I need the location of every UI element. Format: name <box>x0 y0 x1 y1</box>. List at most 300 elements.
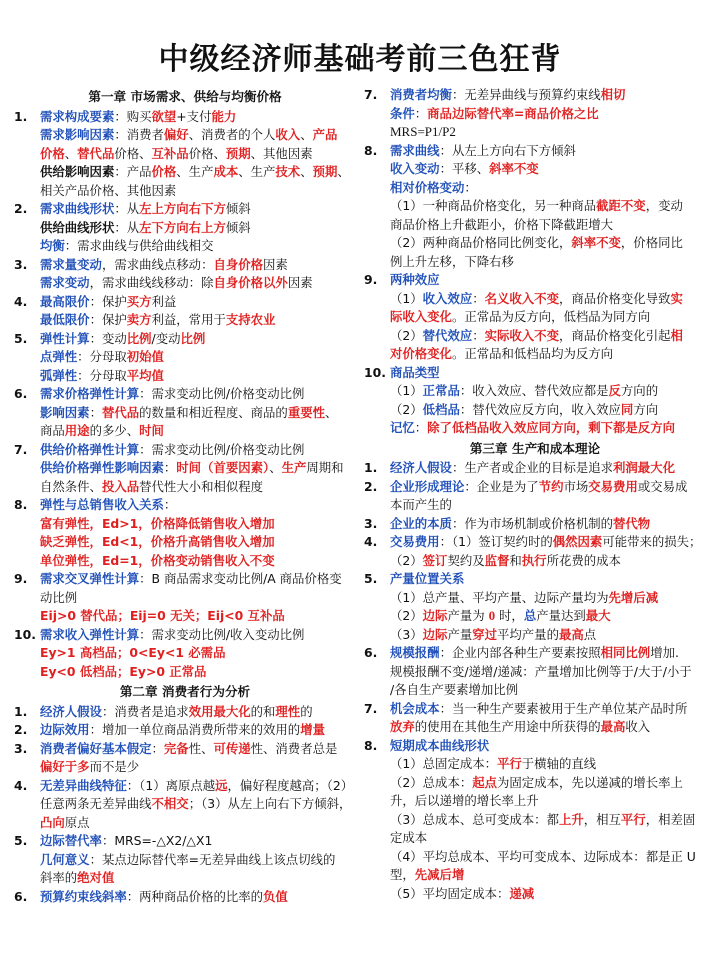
plain-text: 升，后以递增的增长率上升 <box>390 793 539 808</box>
red-highlight: 穿过 <box>472 626 498 642</box>
text-line <box>40 163 356 182</box>
plain-text: 的和 <box>250 703 276 719</box>
plain-text: /各自生产要素增加比例 <box>390 682 519 697</box>
text-line <box>40 570 356 589</box>
item-body <box>390 700 706 737</box>
blue-term: 低档品 <box>422 401 460 417</box>
red-highlight: 最高 <box>558 626 584 642</box>
plain-text: ，需求曲线点移动： <box>101 256 214 272</box>
text-line <box>390 308 706 327</box>
list-item <box>14 740 356 777</box>
blue-term: 影响因素 <box>40 404 90 420</box>
text-line <box>40 219 356 238</box>
red-highlight: 卖方 <box>126 312 152 327</box>
blue-term: 无差异曲线特征 <box>40 777 127 793</box>
plain-text: 所花费的成本 <box>546 552 621 568</box>
item-body <box>40 200 356 256</box>
red-highlight: 斜率不变 <box>571 235 621 250</box>
plain-text: 、 <box>324 404 338 420</box>
text-line <box>390 419 706 438</box>
red-highlight: 比例 <box>180 330 206 346</box>
list-item <box>364 271 706 364</box>
item-number: 10. <box>364 364 386 380</box>
red-highlight: 监督 <box>484 552 510 568</box>
blue-term: 需求价格弹性计算 <box>40 386 140 401</box>
plain-text: 因素 <box>263 256 288 272</box>
plain-text: 。正常品和低档品均为反方向 <box>451 346 614 361</box>
blue-term: 经济人假设 <box>40 703 102 719</box>
list-item <box>14 626 356 682</box>
plain-text: 斜率的 <box>40 870 78 885</box>
blue-term: 需求构成要素 <box>40 108 115 124</box>
list-item <box>14 200 356 256</box>
text-line <box>40 108 356 127</box>
plain-text: ：消费者是追求 <box>101 703 189 719</box>
red-highlight: 比例 <box>126 330 152 346</box>
plain-text: （2） <box>390 327 423 343</box>
plain-text: （1） <box>390 383 423 398</box>
item-body <box>40 496 356 570</box>
text-line <box>390 364 706 383</box>
list-item <box>364 364 706 438</box>
red-highlight: 商品边际替代率=商品价格之比 <box>427 105 599 121</box>
blue-term: 供给价格弹性计算 <box>40 441 140 457</box>
text-line <box>40 832 356 851</box>
plain-text: 价格、 <box>188 145 226 161</box>
text-line <box>390 552 706 571</box>
item-number: 3. <box>14 256 28 272</box>
red-highlight: 单位弹性，Ed=1，价格变动销售收入不变 <box>40 552 275 568</box>
text-line <box>390 718 706 737</box>
item-number: 6. <box>14 888 28 904</box>
plain-text: 点 <box>583 626 597 642</box>
red-highlight: Ey>1 高档品；0<Ey<1 必需品 <box>40 645 226 660</box>
text-line <box>40 814 356 833</box>
text-line <box>390 459 706 478</box>
chapter-heading: 第二章 消费者行为分析 <box>119 684 251 699</box>
list-item <box>14 888 356 907</box>
red-highlight: 相同比例 <box>600 645 651 660</box>
item-number: 3. <box>14 740 28 756</box>
item-number: 5. <box>14 330 28 346</box>
red-highlight: 斜率不变 <box>489 161 539 176</box>
plain-text: ，需求曲线线移动：除 <box>89 275 214 290</box>
item-number: 5. <box>14 833 28 848</box>
text-line <box>40 404 356 423</box>
red-highlight: 用途 <box>64 423 90 438</box>
plain-text: 价格、 <box>114 145 152 161</box>
blue-term: 企业的本质 <box>390 515 452 531</box>
red-highlight: 投入品 <box>101 478 140 494</box>
plain-text: ，变动 <box>645 198 683 213</box>
red-highlight: 替代品 <box>101 404 140 420</box>
plain-text: 时， <box>495 608 524 623</box>
text-line <box>40 293 356 312</box>
plain-text: （2） <box>390 401 423 417</box>
plain-text: ：企业内部各种生产要素按照 <box>439 645 601 660</box>
red-highlight: 买方 <box>126 293 152 309</box>
text-line <box>390 496 706 515</box>
blue-term: 收入变动 <box>390 161 440 176</box>
red-highlight: 能力 <box>211 108 237 124</box>
plain-text: ：需求变动比例/价格变动比例 <box>139 386 305 401</box>
blue-term: 条件 <box>390 105 415 121</box>
plain-text: 或交易成 <box>637 478 688 494</box>
plain-text: （2） <box>390 552 423 568</box>
list-item <box>364 737 706 904</box>
plain-text: ，偏好程度越高；（2） <box>227 777 354 793</box>
red-highlight: 时间（首要因素） <box>176 460 270 475</box>
plain-text: 商品 <box>40 423 65 438</box>
blue-term: 经济人假设 <box>390 460 452 475</box>
item-body <box>40 108 356 201</box>
red-highlight: 签订 <box>422 552 448 568</box>
plain-text: ：生产者或企业的目标是追求 <box>451 460 614 475</box>
blue-term: 需求影响因素 <box>40 127 115 142</box>
plain-text: ，价格同比 <box>620 235 683 250</box>
plain-text: 而不是少 <box>89 759 140 774</box>
plain-text: （1）总固定成本： <box>390 756 498 771</box>
plain-text: ，相互 <box>583 811 621 827</box>
red-highlight: Eij>0 替代品；Eij=0 无关；Eij<0 互补品 <box>40 608 285 623</box>
plain-text: ：需求变动比例/收入变动比例 <box>139 626 305 642</box>
text-line <box>40 552 356 571</box>
red-highlight: 相 <box>670 327 683 343</box>
text-line <box>40 274 356 293</box>
text-line <box>390 216 706 235</box>
blue-term: 替代效应 <box>422 327 473 343</box>
item-body <box>40 888 356 907</box>
red-highlight: 递减 <box>509 885 535 901</box>
plain-text: ；（3）从左上向右下方倾斜， <box>188 796 352 811</box>
red-highlight: 最高 <box>600 719 626 734</box>
text-line <box>40 311 356 330</box>
red-highlight: 平行 <box>620 811 646 827</box>
text-line <box>40 459 356 478</box>
plain-text: 原点 <box>64 814 90 830</box>
item-number: 1. <box>364 460 378 475</box>
red-highlight: 成本 <box>213 164 239 179</box>
plain-text: ，相差固 <box>645 811 696 827</box>
plain-text: 方向 <box>633 401 659 417</box>
plain-text: 为固定成本，先以递减的增长率上 <box>497 774 683 790</box>
red-highlight: 先减后增 <box>414 867 465 882</box>
red-highlight: 互补品 <box>151 145 189 161</box>
plain-text: ：购买 <box>114 108 152 124</box>
list-item <box>364 700 706 737</box>
red-highlight: 理性 <box>275 703 301 719</box>
blue-term: 弹性与总销售收入关系 <box>40 497 164 512</box>
item-body <box>40 441 356 497</box>
list-item <box>14 721 356 740</box>
plain-text: /变动 <box>151 330 181 346</box>
list-item <box>14 293 356 330</box>
item-number: 4. <box>14 293 28 309</box>
plain-text: ： <box>151 740 164 756</box>
red-highlight: 支持农业 <box>225 312 276 327</box>
plain-text: 、生产 <box>238 164 276 179</box>
item-body <box>40 721 356 740</box>
item-body <box>40 385 356 441</box>
red-highlight: 边际 <box>422 626 448 642</box>
plain-text: （3）总成本、总可变成本：都 <box>390 811 559 827</box>
text-line <box>390 86 706 105</box>
plain-text: （2）两种商品价格同比例变化， <box>390 235 572 250</box>
plain-text: ： <box>472 290 485 306</box>
red-highlight: 交易费用 <box>588 478 638 494</box>
list-item <box>14 832 356 888</box>
plain-text: ：替代效应反方向，收入效应 <box>459 401 621 417</box>
item-body <box>40 570 356 626</box>
text-line <box>390 253 706 272</box>
plain-text: （1） <box>390 290 423 306</box>
plain-text: 型， <box>390 867 415 882</box>
blue-term: 记忆 <box>390 420 415 435</box>
red-highlight: 偏好 <box>163 127 189 142</box>
red-highlight: 完备 <box>163 740 189 756</box>
red-highlight: 不相交 <box>151 796 189 811</box>
red-highlight: 实际收入不变 <box>484 327 559 343</box>
item-number: 9. <box>14 571 28 586</box>
red-highlight: 自身价格 <box>213 256 264 272</box>
text-line <box>390 179 706 198</box>
text-line <box>390 663 706 682</box>
list-item <box>14 108 356 201</box>
plain-text: 本而产生的 <box>390 497 452 512</box>
item-body <box>40 832 356 888</box>
text-line <box>390 160 706 179</box>
item-number: 2. <box>364 478 378 494</box>
plain-text: ： <box>464 179 477 195</box>
plain-text: 市场 <box>563 478 589 494</box>
plain-text: ：从左上方向右下方倾斜 <box>439 142 576 158</box>
item-body <box>40 330 356 386</box>
plain-text: ： <box>163 460 177 475</box>
text-line <box>40 851 356 870</box>
list-item <box>14 441 356 497</box>
red-highlight: 平行 <box>497 756 522 771</box>
text-line <box>390 197 706 216</box>
plain-text: +支付 <box>176 108 212 124</box>
item-number: 8. <box>14 497 28 512</box>
text-line <box>390 755 706 774</box>
text-line <box>40 385 356 404</box>
item-number: 10. <box>14 626 36 642</box>
blue-term: 点弹性 <box>40 349 78 364</box>
red-highlight: 际收入变化 <box>390 309 452 324</box>
plain-text: ：分母取 <box>77 367 127 383</box>
text-line <box>390 327 706 346</box>
text-line <box>390 345 706 364</box>
plain-text: 供给影响因素 <box>40 164 115 179</box>
plain-text: 供给曲线形状 <box>40 219 115 235</box>
plain-text: ：保护 <box>89 293 127 309</box>
red-highlight: 替代品 <box>77 145 115 161</box>
text-line <box>40 182 356 201</box>
plain-text: 利益 <box>151 293 177 309</box>
text-line <box>40 869 356 888</box>
plain-text: （1）一种商品价格变化，另一种商品 <box>390 198 597 213</box>
text-line <box>40 348 356 367</box>
red-highlight: 0 <box>488 608 496 623</box>
text-line <box>390 700 706 719</box>
plain-text: ：保护 <box>89 312 127 327</box>
text-line <box>40 589 356 608</box>
list-item <box>364 644 706 700</box>
blue-term: 产量位置关系 <box>390 571 465 586</box>
text-line <box>40 422 356 441</box>
item-number: 7. <box>364 87 378 102</box>
plain-text: 的多少、 <box>89 423 140 438</box>
plain-text: 例上升左移，下降右移 <box>390 253 514 269</box>
blue-term: 需求量变动 <box>40 256 102 272</box>
item-body <box>40 703 356 722</box>
red-highlight: 生产 <box>281 460 307 475</box>
text-line <box>40 330 356 349</box>
plain-text: 。正常品为反方向，低档品为同方向 <box>451 309 651 324</box>
red-highlight: 节约 <box>538 478 564 494</box>
plain-text: 产量 <box>447 626 473 642</box>
blue-term: 需求曲线形状 <box>40 201 115 216</box>
red-highlight: 凸向 <box>40 814 65 830</box>
item-number: 9. <box>364 272 378 287</box>
plain-text: 收入 <box>625 719 651 734</box>
plain-text: ：分母取 <box>77 349 127 364</box>
text-line <box>390 533 706 552</box>
list-item <box>14 703 356 722</box>
blue-term: 弹性计算 <box>40 330 90 346</box>
plain-text: ： <box>163 497 177 512</box>
plain-text: ：平移、 <box>439 161 490 176</box>
plain-text: ： <box>89 404 102 420</box>
text-line <box>390 401 706 420</box>
plain-text: 产量达到 <box>536 608 586 623</box>
blue-term: 两种效应 <box>390 272 440 287</box>
plain-text: ： <box>414 105 428 121</box>
plain-text: ：作为市场机制或价格机制的 <box>451 515 614 531</box>
plain-text: 相关产品价格、其他因素 <box>40 182 177 198</box>
blue-term: 短期成本曲线形状 <box>390 737 490 753</box>
red-highlight: 左下方向右上方 <box>139 219 226 235</box>
item-body <box>40 740 356 777</box>
plain-text: 性、 <box>188 740 214 756</box>
red-highlight: 相切 <box>600 87 626 102</box>
list-item <box>364 570 706 644</box>
red-highlight: 时间 <box>139 423 164 438</box>
red-highlight: 边际 <box>422 608 448 623</box>
blue-term: 边际效用 <box>40 722 90 737</box>
plain-text: ：收入效应、替代效应都是 <box>459 383 609 398</box>
plain-text: 替代性大小和相似程度 <box>139 478 264 494</box>
red-highlight: 负值 <box>263 888 288 904</box>
text-line <box>40 607 356 626</box>
text-line <box>390 105 706 124</box>
red-highlight: Ey<0 低档品；Ey>0 正常品 <box>40 663 207 679</box>
red-highlight: 价格 <box>151 164 177 179</box>
red-highlight: 实 <box>670 290 683 306</box>
blue-term: 预算约束线斜率 <box>40 888 127 904</box>
item-body <box>390 142 706 272</box>
plain-text: ：企业是为了 <box>464 478 539 494</box>
red-highlight: 技术 <box>275 164 301 179</box>
plain-text: 增加. <box>650 645 679 660</box>
columns <box>14 86 706 906</box>
text-line <box>40 256 356 275</box>
text-line <box>390 515 706 534</box>
plain-text: 规模报酬不变/递增/递减：产量增加比例等于/大于/小于 <box>390 663 692 679</box>
red-highlight: 预期 <box>312 164 338 179</box>
plain-text: 性、消费者总是 <box>250 740 338 756</box>
red-highlight: 效用最大化 <box>188 703 251 719</box>
plain-text: 、 <box>300 127 313 142</box>
red-highlight: 执行 <box>521 552 547 568</box>
red-highlight: 起点 <box>472 774 498 790</box>
text-line <box>390 866 706 885</box>
text-line <box>40 644 356 663</box>
item-number: 4. <box>364 534 378 549</box>
plain-text: ： <box>472 327 485 343</box>
text-line <box>40 758 356 777</box>
red-highlight: 左上方向右下方 <box>139 201 226 216</box>
item-number: 8. <box>364 142 378 158</box>
page-title: 中级经济师基础考前三色狂背 <box>158 42 562 77</box>
blue-term: 商品类型 <box>390 364 440 380</box>
red-highlight: 增量 <box>300 722 325 737</box>
plain-text: ：无差异曲线与预算约束线 <box>451 87 601 102</box>
item-number: 5. <box>364 571 378 586</box>
blue-term: 相对价格变动 <box>390 179 465 195</box>
plain-text: 平均产量的 <box>497 626 559 642</box>
text-line <box>390 589 706 608</box>
text-line <box>40 145 356 164</box>
item-body <box>390 459 706 478</box>
text-line <box>390 811 706 830</box>
red-highlight: 远 <box>215 777 228 793</box>
blue-term: 消费者均衡 <box>390 87 452 102</box>
text-line <box>40 533 356 552</box>
plain-text: （1）总产量、平均产量、边际产量均为 <box>390 589 609 605</box>
plain-text: 自然条件、 <box>40 478 102 494</box>
plain-text: 和 <box>509 552 522 568</box>
left-column <box>14 86 356 906</box>
item-number: 7. <box>364 700 378 716</box>
text-line <box>390 607 706 626</box>
plain-text: 的使用在其他生产用途中所获得的 <box>414 719 601 734</box>
plain-text: 的 <box>300 703 313 719</box>
item-number: 6. <box>14 386 28 401</box>
blue-term: 消费者偏好基本假定 <box>40 740 152 756</box>
item-body <box>40 626 356 682</box>
plain-text: ：某点边际替代率=无差异曲线上该点切线的 <box>89 851 336 867</box>
blue-term: 供给价格弹性影响因素 <box>40 460 164 475</box>
plain-text: ：从 <box>114 201 140 216</box>
item-body <box>390 737 706 904</box>
list-item <box>364 86 706 142</box>
blue-term: 需求曲线 <box>390 142 440 158</box>
list-item <box>14 496 356 570</box>
blue-term: 均衡 <box>40 238 65 253</box>
plain-text: 方向的 <box>620 383 659 398</box>
plain-text: MRS=P1/P2 <box>390 124 456 139</box>
text-line <box>390 885 706 904</box>
text-line <box>40 777 356 796</box>
text-line <box>40 721 356 740</box>
text-line <box>40 441 356 460</box>
text-line <box>390 142 706 161</box>
plain-text: 、 <box>337 164 350 179</box>
item-body <box>40 256 356 293</box>
plain-text: 利益，常用于 <box>151 312 226 327</box>
